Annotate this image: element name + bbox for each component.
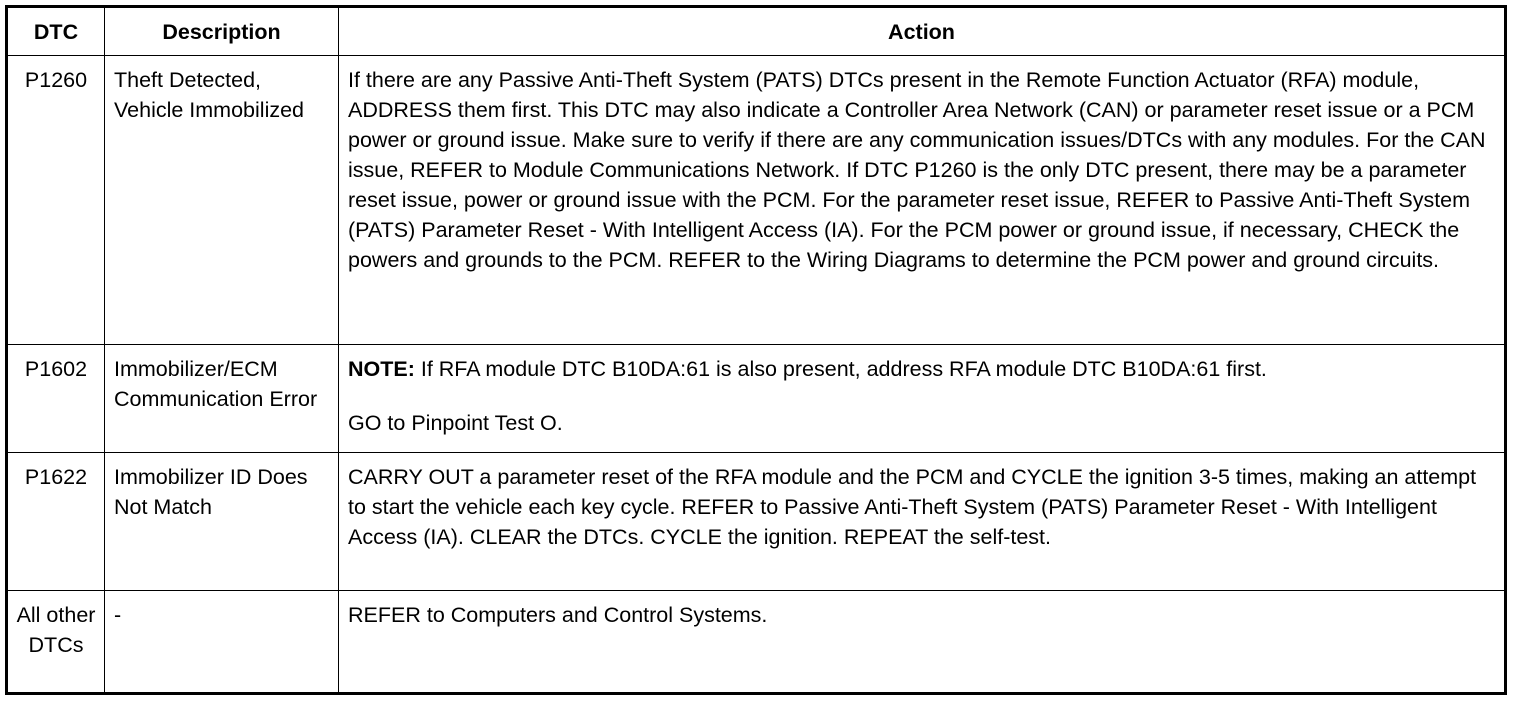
header-action: Action <box>339 7 1506 56</box>
dtc-action: If there are any Passive Anti-Theft System (PATS) DTCs present in the Remote Function Actuator (RFA) module, ADDRESS them first. This DTC may also indicate a Controller Area Network (CAN) or parameter reset issue or a PCM power or ground issue. Make sure to verify if there are any communication issues/DTCs with any modules. For the CAN issue, REFER to Module Communications Network. If DTC P1260 is the only DTC present, there may be a parameter reset issue, power or ground issue with the PCM. For the parameter reset issue, REFER to Passive Anti-Theft System (PATS) Parameter Reset - With Intelligent Access (IA). For the PCM power or ground issue, if necessary, CHECK the powers and grounds to the PCM. REFER to the Wiring Diagrams to determine the PCM power and ground circuits. <box>339 56 1506 345</box>
dtc-description: Theft Detected, Vehicle Immobilized <box>105 56 339 345</box>
note-label: NOTE: <box>348 357 415 381</box>
note <box>348 357 1267 381</box>
dtc-code: All other DTCs <box>7 591 105 694</box>
table-row <box>7 453 1506 591</box>
note-text: If RFA module DTC B10DA:61 is also present, address RFA module DTC B10DA:61 first. <box>414 357 1267 381</box>
dtc-code: P1260 <box>7 56 105 345</box>
dtc-description: - <box>105 591 339 694</box>
dtc-action: CARRY OUT a parameter reset of the RFA module and the PCM and CYCLE the ignition 3-5 times, making an attempt to start the vehicle each key cycle. REFER to Passive Anti-Theft System (PATS) Parameter Reset - With Intelligent Access (IA). CLEAR the DTCs. CYCLE the ignition. REPEAT the self-test. <box>339 453 1506 591</box>
header-dtc: DTC <box>7 7 105 56</box>
dtc-description: Immobilizer/ECM Communication Error <box>105 345 339 453</box>
header-description: Description <box>105 7 339 56</box>
dtc-action: REFER to Computers and Control Systems. <box>339 591 1506 694</box>
dtc-action: GO to Pinpoint Test O. <box>348 411 563 435</box>
table-row <box>7 591 1506 694</box>
table-row <box>7 56 1506 345</box>
dtc-code: P1622 <box>7 453 105 591</box>
dtc-code: P1602 <box>7 345 105 453</box>
table-row <box>7 345 1506 453</box>
dtc-description: Immobilizer ID Does Not Match <box>105 453 339 591</box>
header-row <box>7 7 1506 56</box>
dtc-action <box>339 345 1506 453</box>
dtc-table <box>5 5 1507 695</box>
